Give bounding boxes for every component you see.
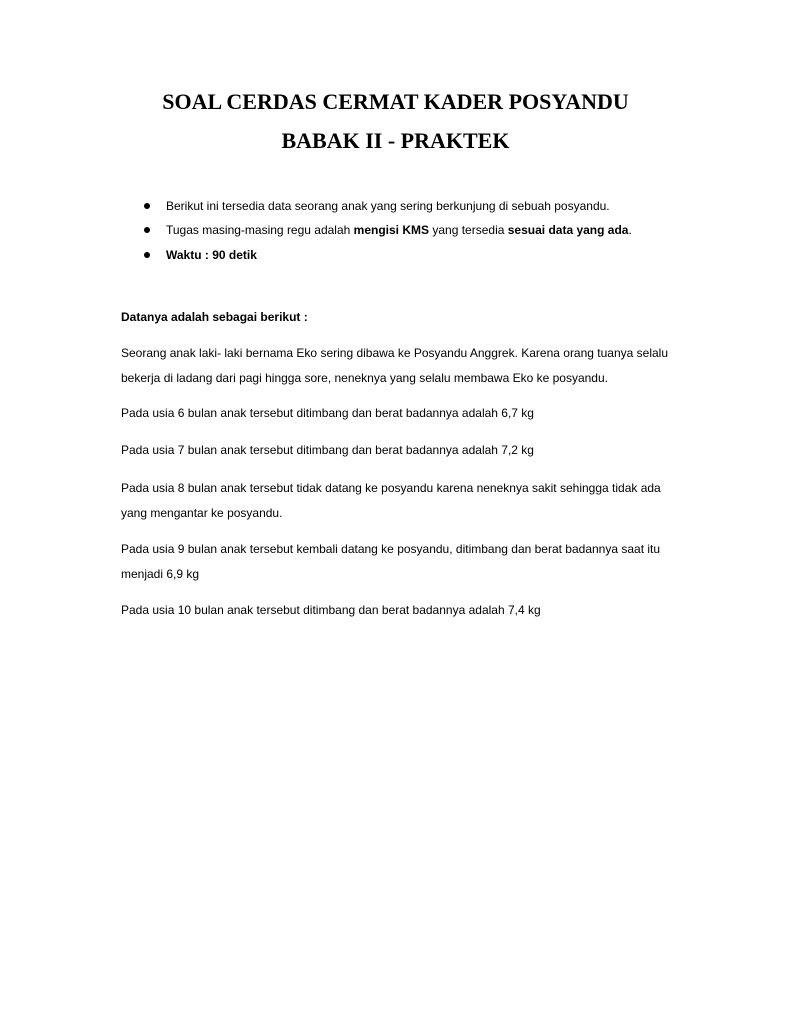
instruction-text-part: . — [628, 223, 632, 237]
instruction-text-part: Tugas masing-masing regu adalah — [166, 223, 354, 237]
data-heading: Datanya adalah sebagai berikut : — [121, 310, 308, 324]
record-age-10: Pada usia 10 bulan anak tersebut ditimbang dan berat badannya adalah 7,4 kg — [121, 603, 541, 617]
record-age-8: Pada usia 8 bulan anak tersebut tidak datang ke posyandu karena neneknya sakit sehingga tidak ada — [121, 481, 661, 495]
instruction-emphasis: mengisi KMS — [353, 223, 430, 237]
instruction-text — [166, 220, 632, 240]
instruction-item — [0, 220, 791, 240]
bullet-icon — [144, 252, 150, 258]
instruction-item — [0, 245, 791, 265]
document-subtitle: BABAK II - PRAKTEK — [281, 128, 510, 153]
record-age-9-cont: menjadi 6,9 kg — [121, 567, 200, 581]
record-age-8-cont: yang mengantar ke posyandu. — [121, 506, 283, 520]
story-line: Seorang anak laki- laki bernama Eko sering dibawa ke Posyandu Anggrek. Karena orang tuanya selalu — [121, 346, 669, 360]
document-title: SOAL CERDAS CERMAT KADER POSYANDU — [162, 89, 629, 114]
instruction-text-part: yang tersedia — [429, 223, 508, 237]
instruction-item — [0, 196, 791, 216]
bullet-icon — [144, 227, 150, 233]
record-age-6: Pada usia 6 bulan anak tersebut ditimbang dan berat badannya adalah 6,7 kg — [121, 406, 534, 420]
bullet-icon — [144, 203, 150, 209]
instruction-emphasis: sesuai data yang ada — [507, 223, 629, 237]
time-limit-text: Waktu : 90 detik — [166, 248, 257, 262]
story-line: bekerja di ladang dari pagi hingga sore, neneknya yang selalu membawa Eko ke posyandu. — [121, 371, 608, 385]
record-age-7: Pada usia 7 bulan anak tersebut ditimbang dan berat badannya adalah 7,2 kg — [121, 443, 534, 457]
record-age-9: Pada usia 9 bulan anak tersebut kembali datang ke posyandu, ditimbang dan berat badannya saat itu — [121, 542, 661, 556]
instruction-text: Berikut ini tersedia data seorang anak yang sering berkunjung di sebuah posyandu. — [166, 199, 610, 213]
